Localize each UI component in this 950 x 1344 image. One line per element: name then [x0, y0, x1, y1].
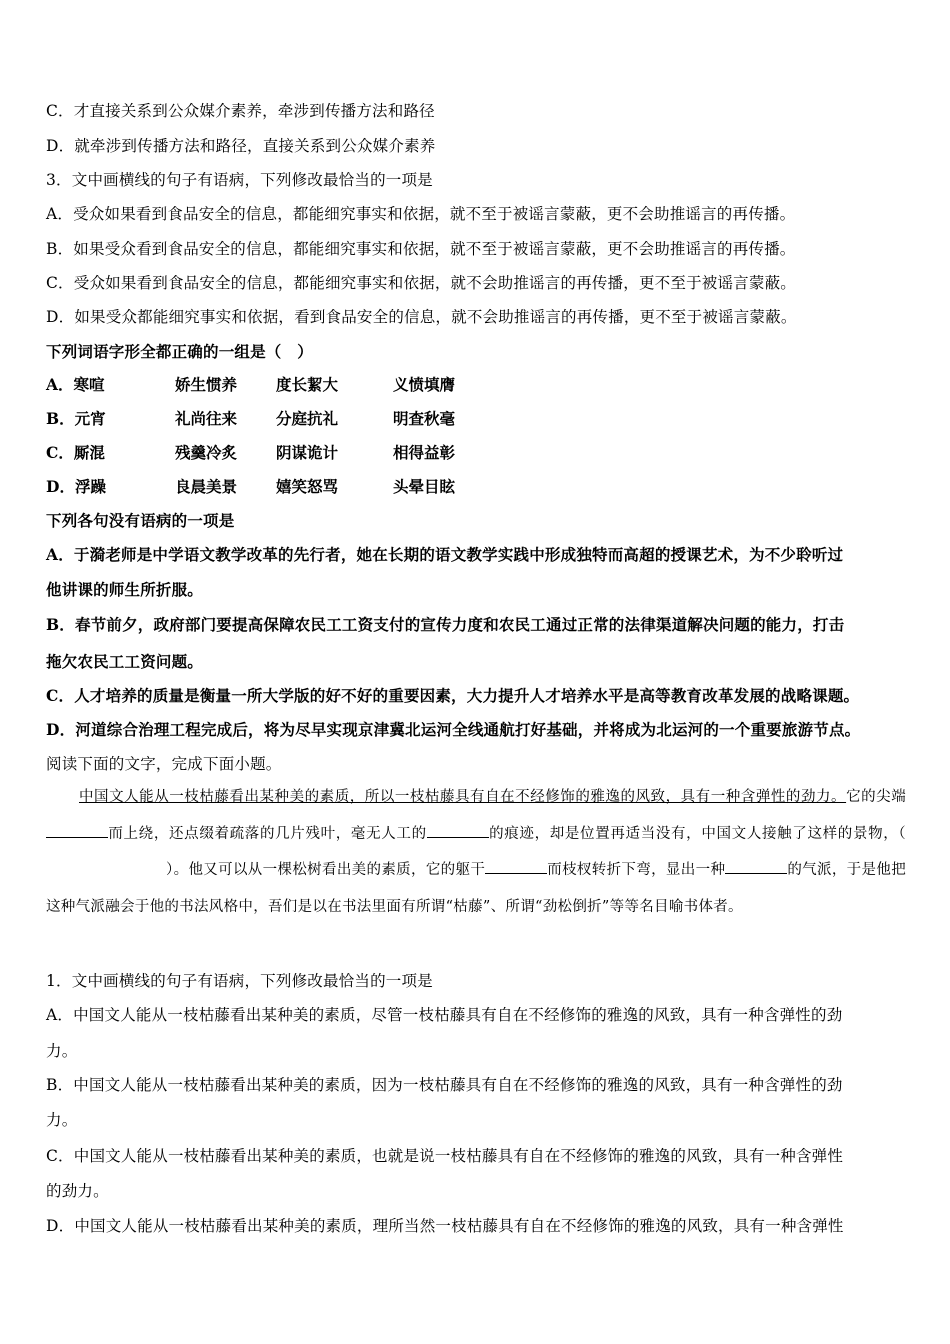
question-3-option-a: A．受众如果看到食品安全的信息，都能细究事实和依据，就不至于被谣言蒙蔽，更不会助推谣言的再传播。 [46, 205, 796, 223]
word-option-c-word-2: 残羹冷炙 [175, 443, 238, 462]
question-1-option-b-line-2: 力。 [46, 1111, 78, 1129]
question-1-option-a-line-2: 力。 [46, 1042, 78, 1060]
blank-3 [485, 859, 547, 874]
word-option-c-word-4: 相得益彰 [393, 443, 456, 462]
word-option-a-word-3: 度长絜大 [276, 375, 339, 394]
question-3-option-d: D．如果受众都能细究事实和依据，看到食品安全的信息，就不会助推谣言的再传播，更不至于被谣言蒙蔽。 [46, 308, 797, 326]
word-option-a-word-2: 娇生惯养 [175, 375, 238, 394]
sentence-option-d: D．河道综合治理工程完成后，将为尽早实现京津冀北运河全线通航打好基础，并将成为北运河的一个重要旅游节点。 [46, 720, 861, 739]
word-option-b-word-2: 礼尚往来 [175, 409, 238, 428]
word-option-b-word-3: 分庭抗礼 [276, 409, 339, 428]
question-1-option-b-line-1: B．中国文人能从一枝枯藤看出某种美的素质，因为一枝枯藤具有自在不经修饰的雅逸的风致，具有一种含弹性的劲 [46, 1076, 843, 1094]
word-question-stem: 下列词语字形全都正确的一组是（ ） [46, 342, 313, 361]
word-option-b-word-4: 明查秋毫 [393, 409, 456, 428]
word-option-c-label: C．厮混 [46, 443, 105, 462]
question-1-option-c-line-2: 的劲力。 [46, 1182, 109, 1200]
sentence-question-stem: 下列各句没有语病的一项是 [46, 511, 235, 530]
underlined-sentence: 中国文人能从一枝枯藤看出某种美的素质，所以一枝枯藤具有自在不经修饰的雅逸的风致，具有一种含弹性的劲力。 [79, 789, 847, 805]
passage-text-2: 而上绕，还点缀着疏落的几片残叶，毫无人工的 [108, 825, 427, 842]
passage-text-6: 的气派，于是他把这种气派融会于他的书法风格中，吾们是以在书法里面有所谓“枯藤”、所谓“劲松倒折”等等名目喻书体者。 [46, 862, 906, 915]
reading-passage [46, 779, 906, 925]
question-1-option-d-line-1: D．中国文人能从一枝枯藤看出某种美的素质，理所当然一枝枯藤具有自在不经修饰的雅逸的风致，具有一种含弹性 [46, 1217, 844, 1235]
word-option-d-word-3: 嬉笑怒骂 [276, 477, 339, 496]
blank-2 [427, 823, 489, 838]
blank-4 [725, 859, 787, 874]
sentence-option-a-line-2: 他讲课的师生所折服。 [46, 580, 204, 599]
sentence-option-b-line-1: B．春节前夕，政府部门要提高保障农民工工资支付的宣传力度和农民工通过正常的法律渠道解决问题的能力，打击 [46, 615, 845, 634]
passage-text-5: 而枝杈转折下弯，显出一种 [547, 862, 726, 878]
word-option-d-word-2: 良晨美景 [175, 477, 238, 496]
passage-text-1: 它的尖端 [846, 789, 907, 805]
sentence-option-c: C．人才培养的质量是衡量一所大学版的好不好的重要因素，大力提升人才培养水平是高等教育改革发展的战略课题。 [46, 686, 860, 705]
passage-text-3: 的痕迹，却是位置再适当没有，中国文人接触了这样的景物，（ [488, 825, 906, 842]
option-c-line: C．才直接关系到公众媒介素养，牵涉到传播方法和路径 [46, 102, 435, 120]
word-option-a-word-4: 义愤填膺 [393, 375, 456, 394]
word-option-c-word-3: 阴谋诡计 [276, 443, 339, 462]
word-option-a-label: A．寒喧 [46, 375, 105, 394]
sentence-option-b-line-2: 拖欠农民工工资问题。 [46, 652, 204, 671]
question-3-stem: 3．文中画横线的句子有语病，下列修改最恰当的一项是 [46, 171, 433, 189]
question-1-option-c-line-1: C．中国文人能从一枝枯藤看出某种美的素质，也就是说一枝枯藤具有自在不经修饰的雅逸的风致，具有一种含弹性 [46, 1147, 844, 1165]
question-1-option-a-line-1: A．中国文人能从一枝枯藤看出某种美的素质，尽管一枝枯藤具有自在不经修饰的雅逸的风致，具有一种含弹性的劲 [46, 1006, 843, 1024]
sentence-option-a-line-1: A．于漪老师是中学语文教学改革的先行者，她在长期的语文教学实践中形成独特而高超的授课艺术，为不少聆听过 [46, 545, 844, 564]
blank-1 [46, 823, 108, 838]
option-d-line: D．就牵涉到传播方法和路径，直接关系到公众媒介素养 [46, 137, 436, 155]
word-option-d-word-4: 头晕目眩 [393, 477, 456, 496]
question-3-option-c: C．受众如果看到食品安全的信息，都能细究事实和依据，就不会助推谣言的再传播，更不至于被谣言蒙蔽。 [46, 274, 796, 292]
passage-text-4: ）。他又可以从一棵松树看出美的素质，它的躯干 [166, 862, 486, 878]
reading-intro: 阅读下面的文字，完成下面小题。 [46, 755, 282, 773]
question-3-option-b: B．如果受众看到食品安全的信息，都能细究事实和依据，就不至于被谣言蒙蔽，更不会助推谣言的再传播。 [46, 240, 796, 258]
word-option-b-label: B．元宵 [46, 409, 106, 428]
word-option-d-label: D．浮躁 [46, 477, 106, 496]
question-1-stem: 1．文中画横线的句子有语病，下列修改最恰当的一项是 [46, 972, 433, 990]
